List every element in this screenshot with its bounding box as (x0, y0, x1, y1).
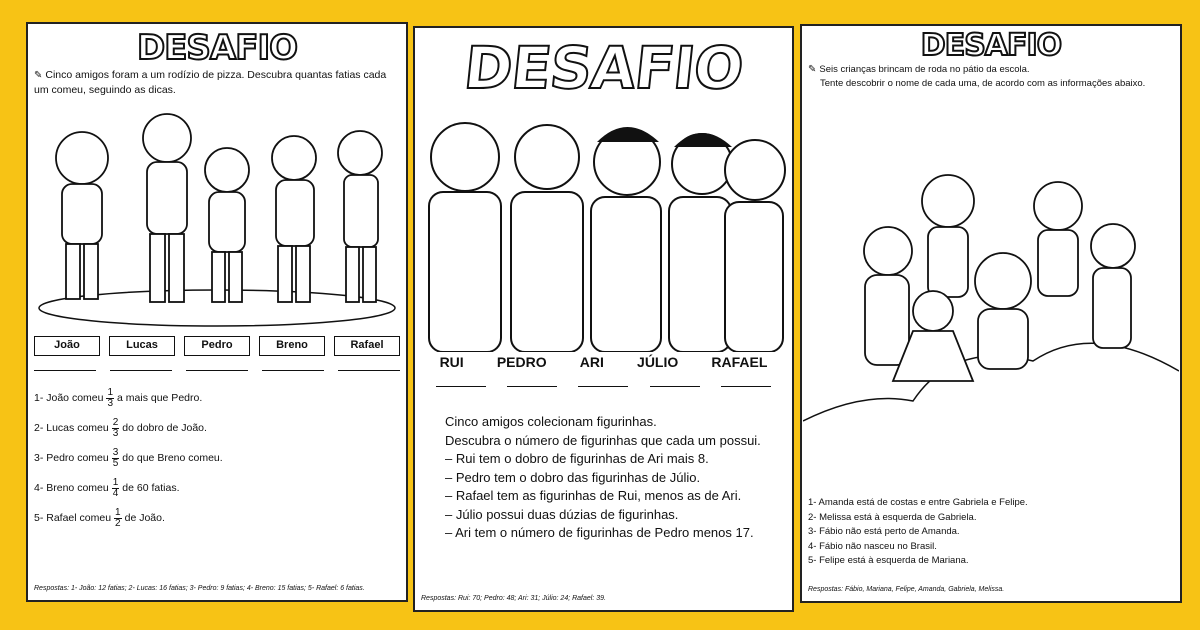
sheet2-title: DESAFIO (460, 34, 747, 102)
problem-line: – Ari tem o número de figurinhas de Pedro menos 17. (445, 525, 754, 540)
answer-lines (28, 370, 406, 371)
answer-line (721, 386, 771, 387)
problem-line: – Pedro tem o dobro das figurinhas de Júlio. (445, 469, 701, 485)
answer-line (262, 370, 324, 371)
problem-line: – Rui tem o dobro de figurinhas de Ari mais 8. (445, 451, 709, 466)
clue-text: de João. (124, 512, 165, 524)
problem-line: Cinco amigos colecionam figurinhas. (445, 414, 657, 429)
pencil-icon: ✎ (808, 64, 817, 75)
numerator: 1 (112, 476, 119, 488)
fraction (112, 478, 120, 499)
clue-text: 5- Rafael comeu (34, 512, 112, 524)
clue-text: de 60 fatias. (122, 482, 180, 494)
denominator: 3 (107, 397, 114, 409)
sheet2-problem (415, 413, 792, 543)
clue-item: 5- Felipe está à esquerda de Mariana. (808, 555, 969, 566)
sheet1-intro (28, 68, 406, 98)
clue-item (34, 473, 400, 503)
sheet1-title: DESAFIO (136, 28, 298, 68)
clue-text: 1- João comeu (34, 392, 104, 404)
name-rui: RUI (439, 354, 464, 370)
clue-item: 2- Melissa está à esquerda de Gabriela. (808, 511, 977, 523)
clue-item (34, 413, 400, 443)
denominator: 3 (112, 427, 119, 439)
five-kids-illustration (419, 102, 789, 352)
worksheet-pizza (26, 22, 408, 602)
answer-line (186, 370, 248, 371)
sheet1-intro-text: Cinco amigos foram a um rodízio de pizza. Descubra quantas fatias cada um comeu, seguindo as dicas. (34, 69, 387, 96)
fraction (114, 508, 122, 529)
sheet1-answers: Respostas: 1- João: 12 fatias; 2- Lucas: 16 fatias; 3- Pedro: 9 fatias; 4- Breno: 15 fatias; 5- Rafael: 6 fatias. (34, 585, 365, 592)
problem-line: – Júlio possui duas dúzias de figurinhas. (445, 506, 679, 522)
clue-item: 1- Amanda está de costas e entre Gabriela e Felipe. (808, 497, 1028, 508)
clue-item: 4- Fábio não nasceu no Brasil. (808, 540, 937, 552)
sheet3-title: DESAFIO (920, 28, 1062, 63)
sheet3-intro (802, 63, 1180, 91)
sheet3-clues (802, 496, 1034, 569)
name-box-pedro: Pedro (184, 336, 250, 356)
clue-text: 2- Lucas comeu (34, 422, 109, 434)
numerator: 2 (112, 416, 119, 428)
clue-item: 3- Fábio não está perto de Amanda. (808, 526, 960, 537)
numerator: 1 (107, 386, 114, 398)
numerator: 3 (112, 446, 119, 458)
sheet3-answers: Respostas: Fábio, Mariana, Felipe, Amanda, Gabriela, Melissa. (808, 586, 1005, 593)
name-boxes (28, 336, 406, 356)
answer-line (507, 386, 557, 387)
answer-line (578, 386, 628, 387)
clue-text: a mais que Pedro. (117, 392, 203, 404)
sheet2-answers: Respostas: Rui: 70; Pedro: 48; Ari: 31; Júlio: 24; Rafael: 39. (421, 595, 606, 602)
fraction (112, 418, 120, 439)
worksheet-circle (800, 24, 1182, 603)
name-box-joao: João (34, 336, 100, 356)
answer-line (34, 370, 96, 371)
clue-text: do que Breno comeu. (122, 452, 223, 464)
pencil-icon: ✎ (34, 70, 43, 81)
numerator: 1 (115, 506, 121, 518)
fraction (112, 448, 120, 469)
name-julio: JÚLIO (637, 354, 679, 370)
name-box-rafael: Rafael (334, 336, 400, 356)
fraction (106, 388, 114, 409)
denominator: 2 (115, 517, 121, 529)
answer-line (110, 370, 172, 371)
intro-line: Tente descobrir o nome de cada uma, de acordo com as informações abaixo. (820, 78, 1146, 89)
intro-line: Seis crianças brincam de roda no pátio da escola. (819, 64, 1030, 75)
clue-item (34, 503, 400, 533)
five-boys-illustration (32, 98, 402, 330)
denominator: 5 (112, 457, 119, 469)
clue-text: 4- Breno comeu (34, 482, 109, 494)
name-box-breno: Breno (259, 336, 325, 356)
name-rafael: RAFAEL (711, 354, 768, 370)
clue-text: do dobro de João. (122, 422, 207, 434)
answer-line (338, 370, 400, 371)
denominator: 4 (112, 487, 119, 499)
clue-item (34, 383, 400, 413)
name-pedro: PEDRO (496, 354, 547, 370)
kid-names (415, 354, 792, 370)
children-circle-illustration (803, 171, 1179, 431)
clue-text: 3- Pedro comeu (34, 452, 109, 464)
worksheet-stickers (413, 26, 794, 612)
name-box-lucas: Lucas (109, 336, 175, 356)
problem-line: – Rafael tem as figurinhas de Rui, menos as de Ari. (445, 488, 742, 503)
sheet1-clues (28, 383, 406, 533)
answer-line (436, 386, 486, 387)
problem-line: Descubra o número de figurinhas que cada um possui. (445, 432, 761, 448)
answer-line (650, 386, 700, 387)
answer-lines (415, 386, 792, 387)
name-ari: ARI (579, 354, 604, 370)
clue-item (34, 443, 400, 473)
